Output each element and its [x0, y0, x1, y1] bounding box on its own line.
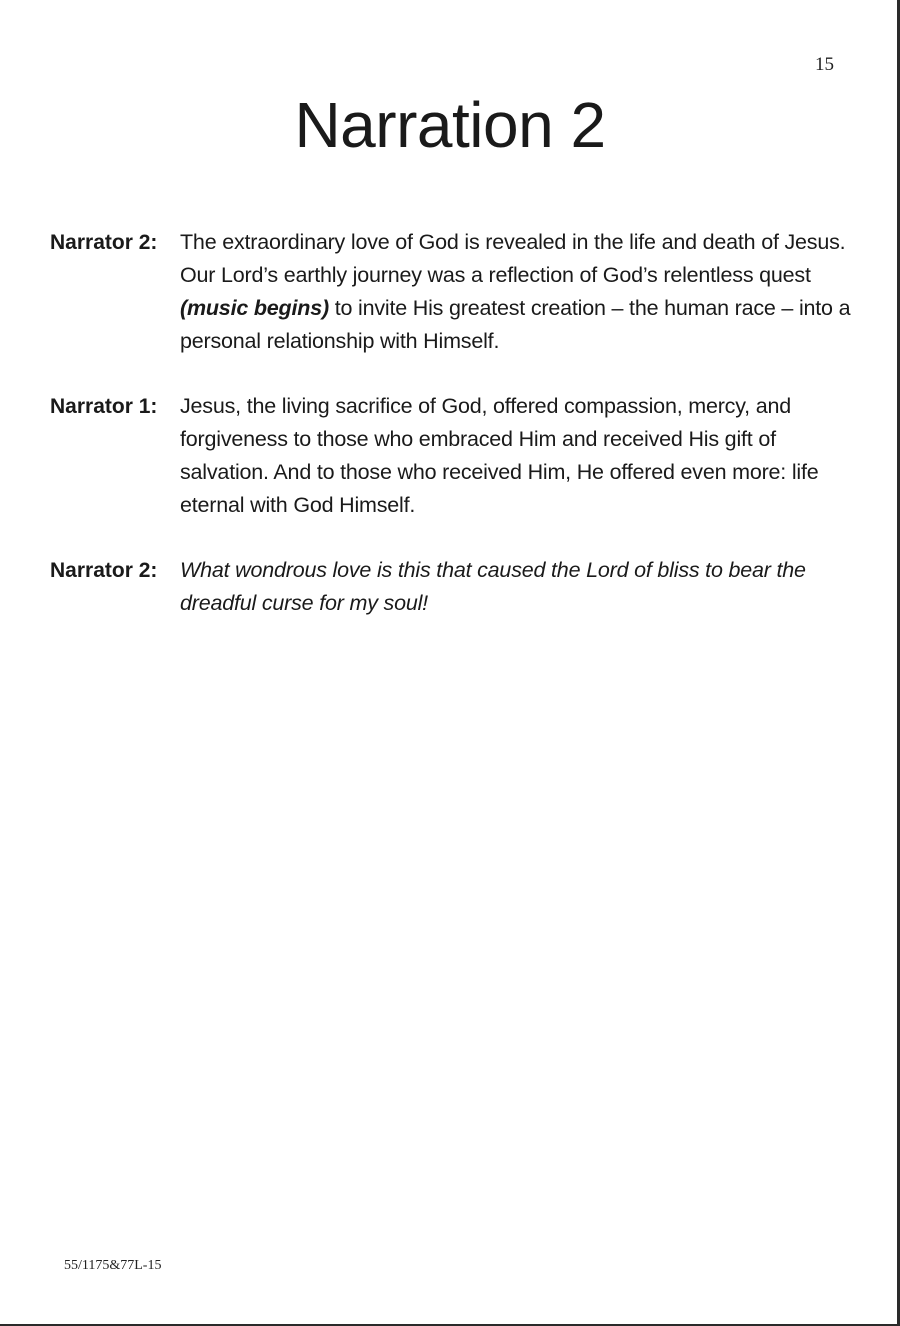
speech-text-italic: What wondrous love is this that caused the Lord of bliss to bear the dreadful curse for my soul!	[180, 558, 806, 615]
speaker-label: Narrator 2:	[50, 559, 158, 582]
script-body	[50, 226, 860, 652]
page-title: Narration 2	[294, 89, 606, 161]
catalog-code: 55/1175&77L-15	[64, 1258, 162, 1273]
speech-text: Jesus, the living sacrifice of God, offered compassion, mercy, and forgiveness to those who embraced Him and received His gift of salvation. And to those who received Him, He offered even more: life eternal with God Himself.	[180, 394, 819, 517]
speech-block	[50, 226, 860, 358]
speaker-label: Narrator 2:	[50, 231, 158, 254]
speech-block	[50, 390, 860, 522]
speaker-label: Narrator 1:	[50, 395, 158, 418]
stage-cue: (music begins)	[180, 296, 329, 320]
page-number: 15	[815, 54, 834, 75]
speech-block	[50, 554, 860, 620]
speech-text-after-cue: to invite His greatest creation – the human race – into a personal relationship with Himself.	[180, 296, 851, 353]
speech-text	[180, 226, 860, 358]
speech-text-before-cue: The extraordinary love of God is revealed in the life and death of Jesus. Our Lord’s earthly journey was a reflection of God’s relentless quest	[180, 230, 846, 287]
